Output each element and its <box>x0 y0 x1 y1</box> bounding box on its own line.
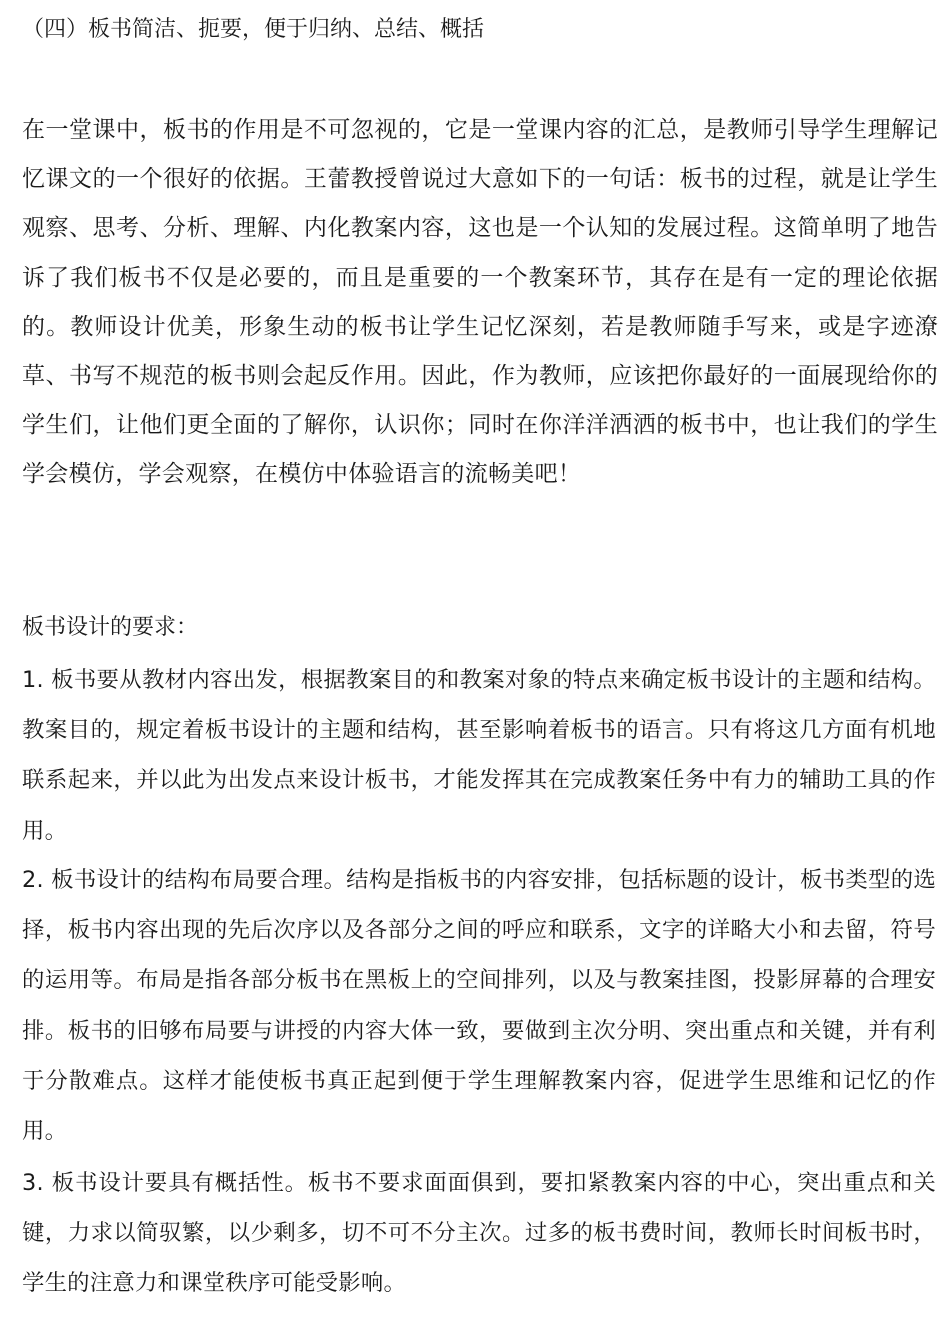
requirement-item-3: 3. 板书设计要具有概括性。板书不要求面面俱到，要扣紧教案内容的中心，突出重点和关键，力求以简驭繁，以少剩多，切不可不分主次。过多的板书费时间，教师长时间板书时，学生的注意力和课堂秩序可能受影响。 <box>22 1170 936 1297</box>
section-heading: （四）板书简洁、扼要，便于归纳、总结、概括 <box>22 17 485 42</box>
body-paragraph: 在一堂课中，板书的作用是不可忽视的，它是一堂课内容的汇总，是教师引导学生理解记忆课文的一个很好的依据。王蕾教授曾说过大意如下的一句话：板书的过程，就是让学生观察、思考、分析、理解、内化教案内容，这也是一个认知的发展过程。这简单明了地告诉了我们板书不仅是必要的，而且是重要的一个教案环节，其存在是有一定的理论依据的。教师设计优美，形象生动的板书让学生记忆深刻，若是教师随手写来，或是字迹潦草、书写不规范的板书则会起反作用。因此，作为教师，应该把你最好的一面展现给你的学生们，让他们更全面的了解你，认识你；同时在你洋洋洒洒的板书中，也让我们的学生学会模仿，学会观察，在模仿中体验语言的流畅美吧！ <box>22 117 938 488</box>
requirement-item-2: 2. 板书设计的结构布局要合理。结构是指板书的内容安排，包括标题的设计，板书类型的选择，板书内容出现的先后次序以及各部分之间的呼应和联系，文字的详略大小和去留，符号的运用等。布局是指各部分板书在黑板上的空间排列，以及与教案挂图，投影屏幕的合理安排。板书的旧够布局要与讲授的内容大体一致，要做到主次分明、突出重点和关键，并有利于分散难点。这样才能使板书真正起到便于学生理解教案内容，促进学生思维和记忆的作用。 <box>22 867 936 1145</box>
requirement-item-1: 1. 板书要从教材内容出发，根据教案目的和教案对象的特点来确定板书设计的主题和结构。教案目的，规定着板书设计的主题和结构，甚至影响着板书的语言。只有将这几方面有机地联系起来，并以此为出发点来设计板书，才能发挥其在完成教案任务中有力的辅助工具的作用。 <box>22 667 936 844</box>
requirements-title: 板书设计的要求： <box>22 615 199 640</box>
